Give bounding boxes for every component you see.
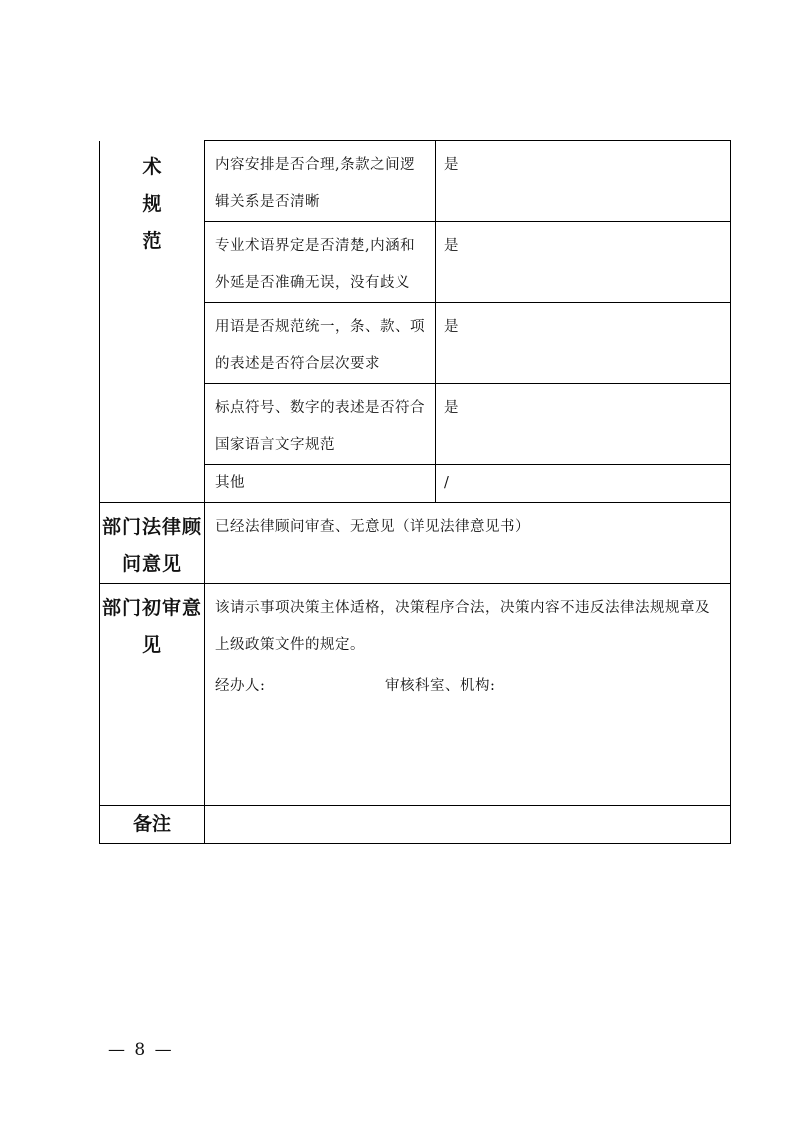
spec-item-text: 用语是否规范统一，条、款、项的表述是否符合层次要求 [205,303,436,384]
spec-answer: 是 [436,222,731,303]
remarks-row [100,806,731,844]
category-cell-specification [100,141,205,503]
category-label-specification [100,141,204,260]
page-number: — 8 — [108,1040,174,1060]
spec-item-text: 标点符号、数字的表述是否符合国家语言文字规范 [205,384,436,465]
category-char: 规 [142,192,162,215]
legal-counsel-row [100,503,731,584]
reviewer-label: 审核科室、机构: [385,678,496,694]
spec-item-text: 专业术语界定是否清楚,内涵和外延是否准确无误，没有歧义 [205,222,436,303]
spec-answer: 是 [436,141,731,222]
spec-answer: 是 [436,303,731,384]
remarks-content [205,806,731,844]
preliminary-review-label: 部门初审意见 [101,597,202,656]
preliminary-review-text: 该请示事项决策主体适格，决策程序合法，决策内容不违反法律法规规章及上级政策文件的规定。 [215,600,710,653]
legal-counsel-opinion: 已经法律顾问审查、无意见（详见法律意见书） [205,503,731,584]
spec-answer: 是 [436,384,731,465]
category-cell-preliminary-review [100,584,205,806]
category-char: 范 [142,229,162,252]
handler-label: 经办人: [215,678,266,694]
spec-row-1 [100,141,731,222]
signature-row [215,668,722,705]
category-cell-remarks [100,806,205,844]
review-form-table [99,140,731,844]
legal-counsel-label: 部门法律顾问意见 [101,516,202,575]
spec-item-text: 内容安排是否合理,条款之间逻辑关系是否清晰 [205,141,436,222]
category-char: 术 [142,155,162,178]
category-cell-legal-counsel [100,503,205,584]
spec-item-text: 其他 [205,465,436,503]
spec-answer: / [436,465,731,503]
preliminary-review-row [100,584,731,806]
preliminary-review-opinion [205,584,731,806]
remarks-label: 备注 [132,813,171,835]
